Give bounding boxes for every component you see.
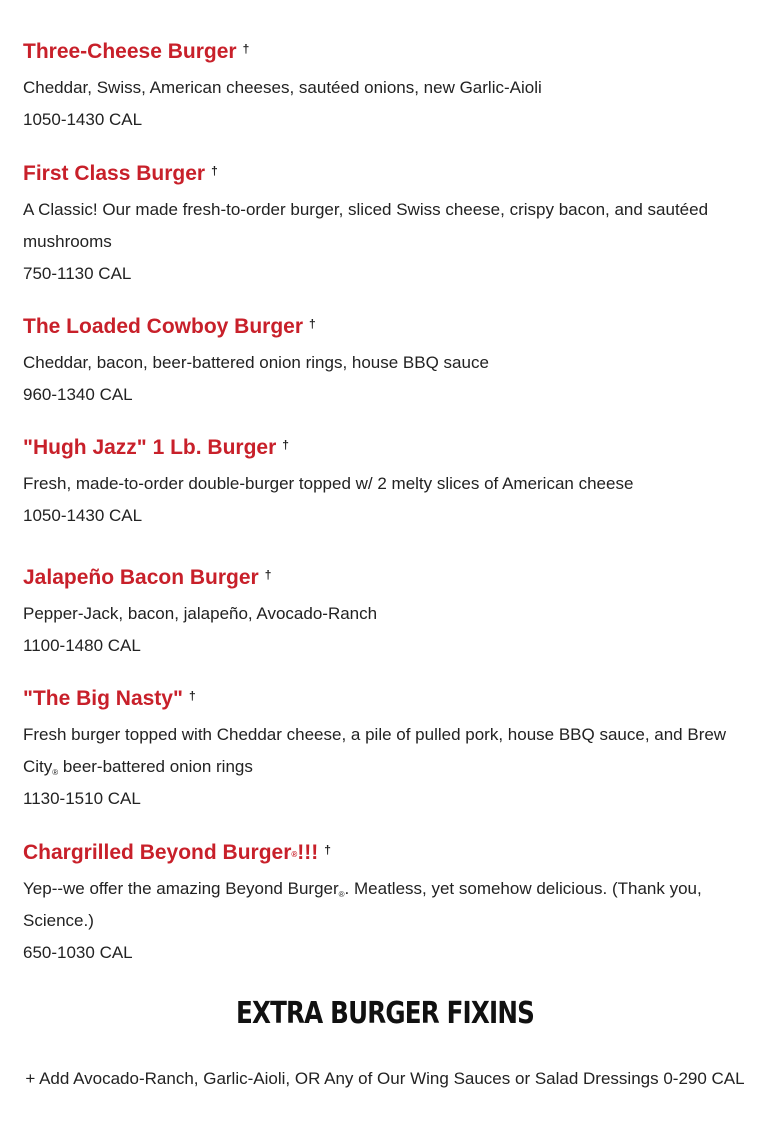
item-title-text: First Class Burger [23,162,206,185]
dagger-mark: † [324,843,331,857]
dagger-mark: † [188,689,196,703]
item-calories: 1050-1430 CAL [23,506,143,525]
extra-fixins-heading: EXTRA BURGER FIXINS [235,996,535,1031]
item-description [23,873,753,937]
item-calories: 750-1130 CAL [23,264,132,283]
item-title-text: Jalapeño Bacon Burger [23,566,259,589]
menu-item [23,839,753,969]
item-calories: 960-1340 CAL [23,385,133,404]
item-description: Cheddar, Swiss, American cheeses, sautéed onions, new Garlic-Aioli [23,78,542,97]
dagger-mark: † [211,164,218,178]
dagger-mark: † [309,317,316,331]
item-title-text: Chargrilled Beyond Burger [23,841,292,864]
dagger-mark: † [242,42,250,56]
item-calories: 650-1030 CAL [23,943,133,962]
menu-item [23,685,753,839]
item-description-text: beer-battered onion rings [58,757,253,776]
item-calories: 1050-1430 CAL [23,110,143,129]
item-description-text: . Meatless, yet somehow delicious. (Thank you, Science.) [23,879,702,930]
item-description: A Classic! Our made fresh-to-order burger, sliced Swiss cheese, crispy bacon, and sautéed mushrooms [23,200,709,251]
item-title [23,38,753,66]
item-description: Fresh, made-to-order double-burger topped w/ 2 melty slices of American cheese [23,474,634,493]
item-description [23,719,753,783]
item-title [23,564,753,592]
registered-mark: ® [338,890,345,899]
item-title-text: "The Big Nasty" [23,687,183,710]
item-title [23,160,753,188]
registered-mark: ® [291,850,298,859]
menu-item [23,38,753,160]
menu-item [23,313,753,434]
menu-item [23,160,753,313]
menu-item [23,564,753,685]
extra-fixins-description: + Add Avocado-Ranch, Garlic-Aioli, OR Any of Our Wing Sauces or Salad Dressings 0-290 CAL [25,1069,745,1088]
item-description: Cheddar, bacon, beer-battered onion rings, house BBQ sauce [23,353,489,372]
item-title-text: Three-Cheese Burger [23,40,237,63]
dagger-mark: † [282,438,289,452]
item-title-text: The Loaded Cowboy Burger [23,315,304,338]
item-title [23,685,753,713]
item-title [23,839,753,867]
item-title [23,313,753,341]
item-title [23,434,753,462]
burger-menu-list [23,38,753,969]
menu-item [23,434,753,564]
item-calories: 1130-1510 CAL [23,789,141,808]
registered-mark: ® [52,768,59,777]
item-title-text: "Hugh Jazz" 1 Lb. Burger [23,436,277,459]
item-title-text: !!! [297,841,319,864]
item-calories: 1100-1480 CAL [23,636,141,655]
dagger-mark: † [264,568,272,582]
item-description: Pepper-Jack, bacon, jalapeño, Avocado-Ranch [23,604,378,623]
item-description-text: Yep--we offer the amazing Beyond Burger [23,879,339,898]
item-description-text: Fresh burger topped with Cheddar cheese, a pile of pulled pork, house BBQ sauce, and Brew City [23,725,727,776]
